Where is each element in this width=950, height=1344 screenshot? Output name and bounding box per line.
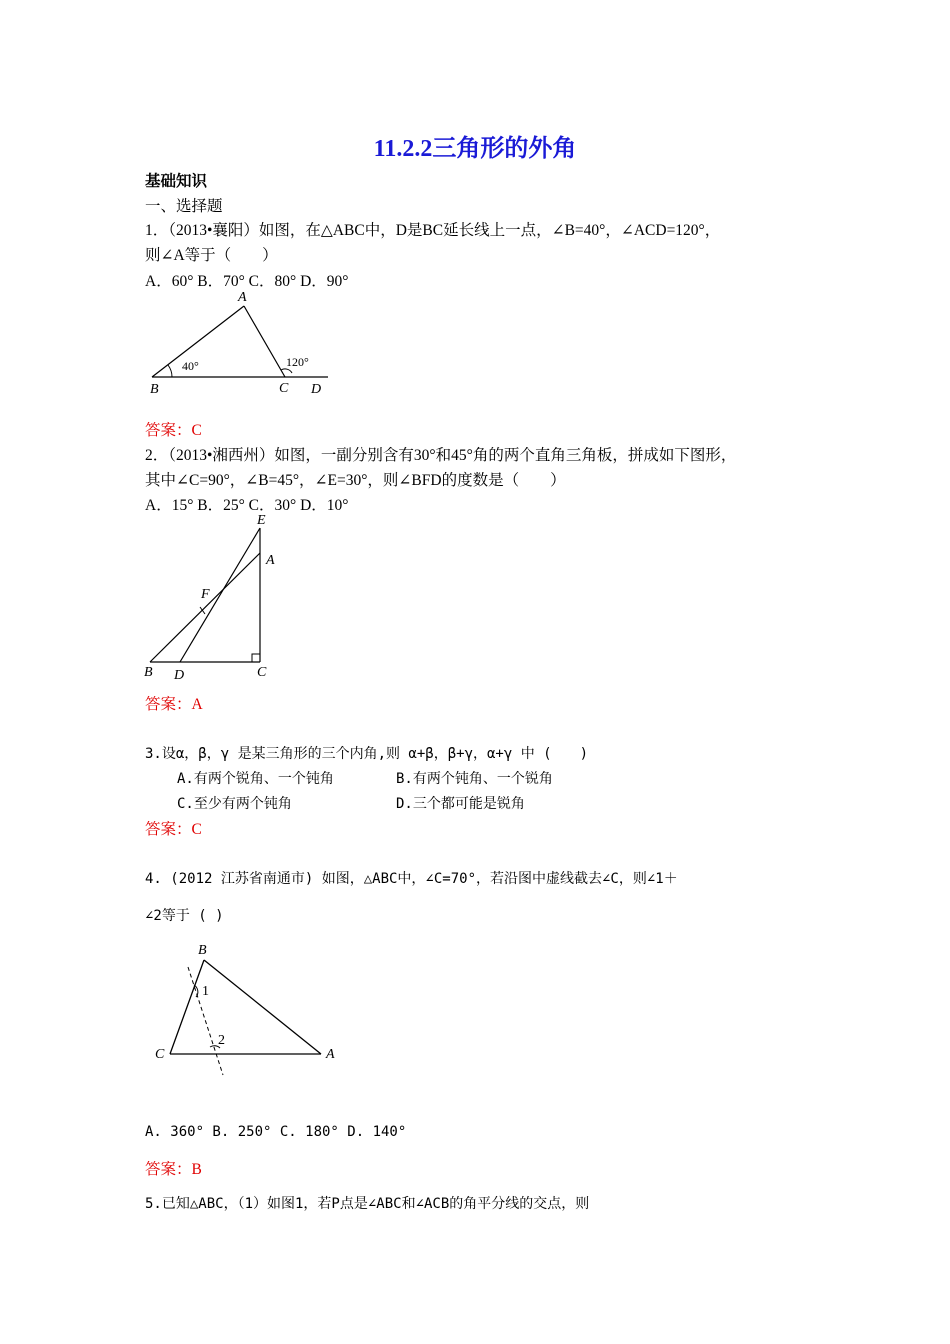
q4-options: A. 360° B. 250° C. 180° D. 140° (145, 1124, 407, 1140)
q2-label-f: F (201, 587, 210, 602)
q2-right-angle-mark (252, 654, 260, 662)
q1-label-a: A (238, 290, 247, 305)
q4-answer: 答案：B (145, 1161, 202, 1178)
q5-text: 5.已知△ABC，（1）如图1，若P点是∠ABC和∠ACB的角平分线的交点，则 (145, 1196, 590, 1212)
q2-answer: 答案：A (145, 696, 203, 713)
q1-angle-b-arc (168, 365, 172, 377)
q1-options: A．60° B．70° C．80° D．90° (145, 273, 349, 290)
q2-figure (138, 508, 288, 683)
subsection-heading: 一、选择题 (145, 198, 223, 215)
q3-option-b: B.有两个钝角、一个锐角 (396, 771, 553, 787)
q1-answer: 答案：C (145, 422, 202, 439)
q3-text: 3.设α，β，γ 是某三角形的三个内角,则 α+β，β+γ，α+γ 中 ( ) (145, 746, 589, 762)
q2-text-line2: 其中∠C=90°，∠B=45°，∠E=30°，则∠BFD的度数是（ ） (145, 472, 566, 489)
q4-label-b: B (198, 943, 207, 958)
q4-label-2: 2 (218, 1033, 225, 1048)
q3-answer: 答案：C (145, 821, 202, 838)
q2-line-de (180, 528, 260, 662)
q1-label-d: D (311, 382, 322, 397)
section-heading: 基础知识 (145, 173, 208, 190)
q2-label-d: D (174, 668, 185, 683)
q2-label-e: E (257, 513, 266, 528)
q3-option-c: C.至少有两个钝角 (177, 796, 292, 812)
q2-label-b: B (144, 665, 153, 680)
q1-label-angle-c: 120° (286, 355, 309, 369)
q2-label-a: A (266, 553, 275, 568)
q3-option-d: D.三个都可能是锐角 (396, 796, 525, 812)
q2-line-ba (150, 553, 260, 662)
q2-options: A．15° B．25° C．30° D．10° (145, 497, 349, 514)
q2-text-line1: 2．（2013•湘西州）如图，一副分别含有30°和45°角的两个直角三角板，拼成如下图形， (145, 447, 737, 464)
q4-label-a: A (326, 1047, 335, 1062)
q1-text-line1: 1．（2013•襄阳）如图，在△ABC中，D是BC延长线上一点，∠B=40°，∠ACD=120°， (145, 222, 721, 239)
q4-figure (148, 935, 348, 1080)
q3-option-a: A.有两个锐角、一个钝角 (177, 771, 334, 787)
q1-text-line2: 则∠A等于（ ） (145, 247, 278, 264)
q4-label-c: C (155, 1047, 165, 1062)
q4-label-1: 1 (202, 984, 209, 999)
q1-line-ac (244, 306, 285, 377)
q4-line-cb (170, 960, 204, 1054)
q4-text-line1: 4. (2012 江苏省南通市) 如图，△ABC中，∠C=70°，若沿图中虚线截去∠C，则∠1＋ (145, 871, 678, 887)
page-title: 11.2.2三角形的外角 (373, 136, 577, 162)
q4-text-line2: ∠2等于 ( ) (145, 908, 224, 924)
q1-label-b: B (150, 382, 159, 397)
q2-label-c: C (257, 665, 267, 680)
q1-label-angle-b: 40° (182, 359, 199, 373)
q1-label-c: C (279, 381, 289, 396)
q1-figure (140, 285, 340, 400)
